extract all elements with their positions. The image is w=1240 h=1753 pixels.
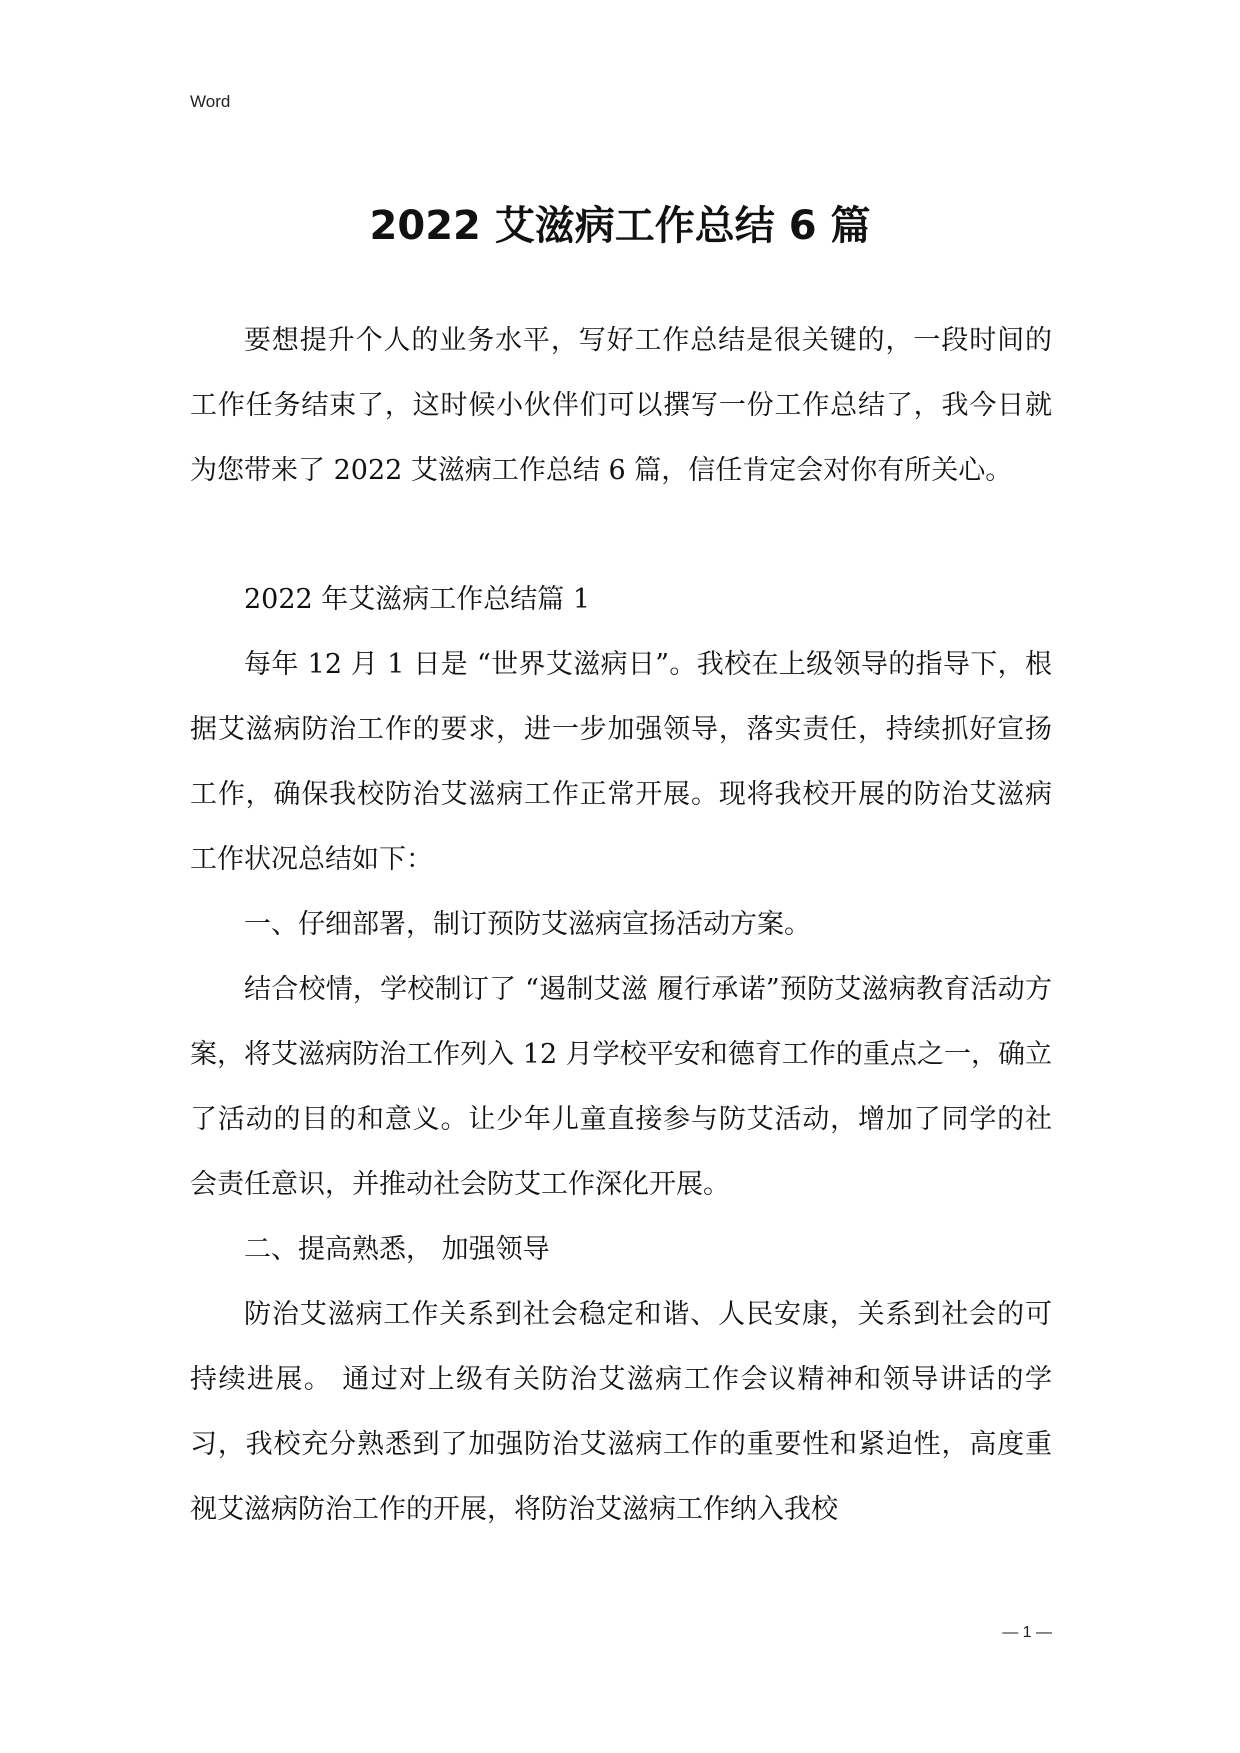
subheading-2: 二、提高熟悉， 加强领导 [244,1234,550,1265]
page-number: — 1 — [1002,1624,1052,1641]
body-paragraph: 每年 12 月 1 日是 “世界艾滋病日”。我校在上级领导的指导下，根据艾滋病防治工作的要求，进一步加强领导，落实责任，持续抓好宣扬工作，确保我校防治艾滋病工作正常开展。现将我校开展的防治艾滋病工作状况总结如下： [190,649,1052,875]
document-title: 2022 艾滋病工作总结 6 篇 [369,203,871,249]
document-body [190,308,1052,1542]
header-label: Word [190,92,231,111]
body-paragraph: 防治艾滋病工作关系到社会稳定和谐、人民安康，关系到社会的可持续进展。 通过对上级有关防治艾滋病工作会议精神和领导讲话的学习，我校充分熟悉到了加强防治艾滋病工作的重要性和紧迫性，高度重视艾滋病防治工作的开展，将防治艾滋病工作纳入我校 [190,1299,1052,1525]
body-paragraph: 结合校情，学校制订了 “遏制艾滋 履行承诺”预防艾滋病教育活动方案，将艾滋病防治工作列入 12 月学校平安和德育工作的重点之一，确立了活动的目的和意义。让少年儿童直接参与防艾活动，增加了同学的社会责任意识，并推动社会防艾工作深化开展。 [190,974,1052,1200]
section-heading: 2022 年艾滋病工作总结篇 1 [244,584,591,615]
subheading-1: 一、仔细部署，制订预防艾滋病宣扬活动方案。 [244,909,811,940]
intro-paragraph: 要想提升个人的业务水平，写好工作总结是很关键的，一段时间的工作任务结束了，这时候小伙伴们可以撰写一份工作总结了，我今日就为您带来了 2022 艾滋病工作总结 6 篇，信任肯定会对你有所关心。 [190,325,1052,486]
